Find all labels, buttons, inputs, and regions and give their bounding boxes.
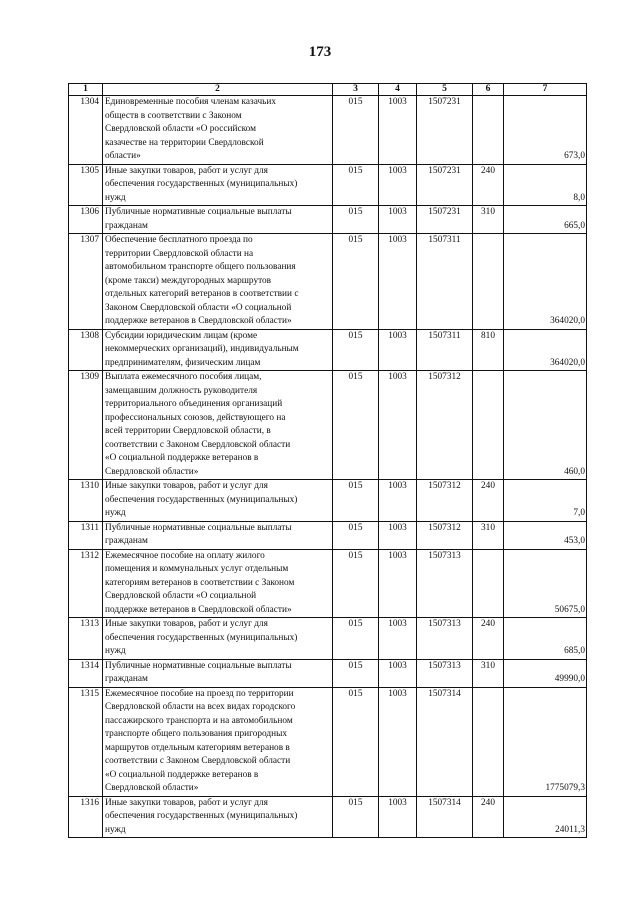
table-row [69,796,587,838]
description-cell: Публичные нормативные социальные выплаты гражданам [103,521,333,549]
description-cell: Субсидии юридическим лицам (кроме некоммерческих организаций), индивидуальным предпринимателям, физическим лицам [103,329,333,371]
description-cell: Публичные нормативные социальные выплаты гражданам [103,659,333,687]
expense-type-cell: 240 [473,618,504,660]
table-row [69,549,587,618]
row-number-cell: 1308 [69,329,103,371]
target-code-cell: 1507231 [417,96,473,165]
row-number-cell: 1313 [69,618,103,660]
expense-type-cell [473,687,504,796]
amount-cell: 665,0 [504,206,587,234]
admin-code-cell: 015 [333,796,379,838]
row-number-cell: 1311 [69,521,103,549]
table-row [69,480,587,522]
description-cell: Иные закупки товаров, работ и услуг для обеспечения государственных (муниципальных) нужд [103,480,333,522]
admin-code-cell: 015 [333,96,379,165]
target-code-cell: 1507231 [417,164,473,206]
description-cell: Публичные нормативные социальные выплаты гражданам [103,206,333,234]
target-code-cell: 1507313 [417,549,473,618]
admin-code-cell: 015 [333,618,379,660]
section-code-cell: 1003 [379,164,417,206]
table-row [69,371,587,480]
table-row [69,618,587,660]
admin-code-cell: 015 [333,234,379,330]
description-cell: Выплата ежемесячного пособия лицам, замещавшим должность руководителя территориального объединения организаций профессиональных союзов, действующего на всей территории Свердловской области, в соответствии с Законом Свердловской области «О социальной поддержке ветеранов в Свердловской области» [103,371,333,480]
amount-cell: 1775079,3 [504,687,587,796]
expense-type-cell: 310 [473,521,504,549]
target-code-cell: 1507312 [417,371,473,480]
amount-cell: 50675,0 [504,549,587,618]
table-row [69,329,587,371]
target-code-cell: 1507311 [417,329,473,371]
admin-code-cell: 015 [333,206,379,234]
admin-code-cell: 015 [333,549,379,618]
column-header: 6 [473,84,504,96]
target-code-cell: 1507312 [417,480,473,522]
table-row [69,687,587,796]
column-header: 2 [103,84,333,96]
row-number-cell: 1306 [69,206,103,234]
expense-type-cell [473,549,504,618]
section-code-cell: 1003 [379,687,417,796]
section-code-cell: 1003 [379,480,417,522]
column-header: 7 [504,84,587,96]
table-row [69,96,587,165]
column-header: 3 [333,84,379,96]
section-code-cell: 1003 [379,96,417,165]
description-cell: Обеспечение бесплатного проезда по территории Свердловской области на автомобильном транспорте общего пользования (кроме такси) междугородных маршрутов отдельных категорий ветеранов в соответствии с Законом Свердловской области «О социальной поддержке ветеранов в Свердловской области» [103,234,333,330]
expense-type-cell: 240 [473,796,504,838]
header-row [69,84,587,96]
target-code-cell: 1507231 [417,206,473,234]
expense-type-cell: 240 [473,164,504,206]
target-code-cell: 1507314 [417,796,473,838]
amount-cell: 7,0 [504,480,587,522]
row-number-cell: 1312 [69,549,103,618]
target-code-cell: 1507312 [417,521,473,549]
table-row [69,234,587,330]
admin-code-cell: 015 [333,164,379,206]
amount-cell: 24011,3 [504,796,587,838]
section-code-cell: 1003 [379,659,417,687]
section-code-cell: 1003 [379,618,417,660]
amount-cell: 453,0 [504,521,587,549]
target-code-cell: 1507311 [417,234,473,330]
amount-cell: 673,0 [504,96,587,165]
table-row [69,206,587,234]
table-row [69,521,587,549]
amount-cell: 364020,0 [504,329,587,371]
description-cell: Иные закупки товаров, работ и услуг для обеспечения государственных (муниципальных) нужд [103,796,333,838]
table-row [69,164,587,206]
page-number: 173 [308,44,332,60]
row-number-cell: 1309 [69,371,103,480]
description-cell: Иные закупки товаров, работ и услуг для обеспечения государственных (муниципальных) нужд [103,164,333,206]
admin-code-cell: 015 [333,329,379,371]
admin-code-cell: 015 [333,371,379,480]
expense-type-cell: 810 [473,329,504,371]
expense-type-cell: 240 [473,480,504,522]
expense-type-cell [473,234,504,330]
row-number-cell: 1314 [69,659,103,687]
description-cell: Единовременные пособия членам казачьих обществ в соответствии с Законом Свердловской области «О российском казачестве на территории Свердловской области» [103,96,333,165]
row-number-cell: 1305 [69,164,103,206]
amount-cell: 685,0 [504,618,587,660]
section-code-cell: 1003 [379,371,417,480]
target-code-cell: 1507313 [417,618,473,660]
amount-cell: 8,0 [504,164,587,206]
section-code-cell: 1003 [379,206,417,234]
column-header: 4 [379,84,417,96]
table-row [69,659,587,687]
expense-type-cell: 310 [473,206,504,234]
row-number-cell: 1304 [69,96,103,165]
expense-type-cell: 310 [473,659,504,687]
admin-code-cell: 015 [333,480,379,522]
description-cell: Ежемесячное пособие на оплату жилого помещения и коммунальных услуг отдельным категориям ветеранов в соответствии с Законом Свердловской области «О социальной поддержке ветеранов в Свердловской области» [103,549,333,618]
section-code-cell: 1003 [379,234,417,330]
column-header: 1 [69,84,103,96]
description-cell: Иные закупки товаров, работ и услуг для обеспечения государственных (муниципальных) нужд [103,618,333,660]
expense-type-cell [473,371,504,480]
row-number-cell: 1307 [69,234,103,330]
section-code-cell: 1003 [379,521,417,549]
column-header: 5 [417,84,473,96]
amount-cell: 49990,0 [504,659,587,687]
row-number-cell: 1316 [69,796,103,838]
expense-type-cell [473,96,504,165]
description-cell: Ежемесячное пособие на проезд по территории Свердловской области на всех видах городского пассажирского транспорта и на автомобильном транспорте общего пользования пригородных маршрутов отдельным категориям ветеранов в соответствии с Законом Свердловской области «О социальной поддержке ветеранов в Свердловской области» [103,687,333,796]
budget-table [68,83,587,838]
target-code-cell: 1507314 [417,687,473,796]
amount-cell: 364020,0 [504,234,587,330]
section-code-cell: 1003 [379,329,417,371]
admin-code-cell: 015 [333,521,379,549]
admin-code-cell: 015 [333,659,379,687]
admin-code-cell: 015 [333,687,379,796]
section-code-cell: 1003 [379,796,417,838]
row-number-cell: 1315 [69,687,103,796]
amount-cell: 460,0 [504,371,587,480]
section-code-cell: 1003 [379,549,417,618]
row-number-cell: 1310 [69,480,103,522]
table-body [69,96,587,838]
target-code-cell: 1507313 [417,659,473,687]
